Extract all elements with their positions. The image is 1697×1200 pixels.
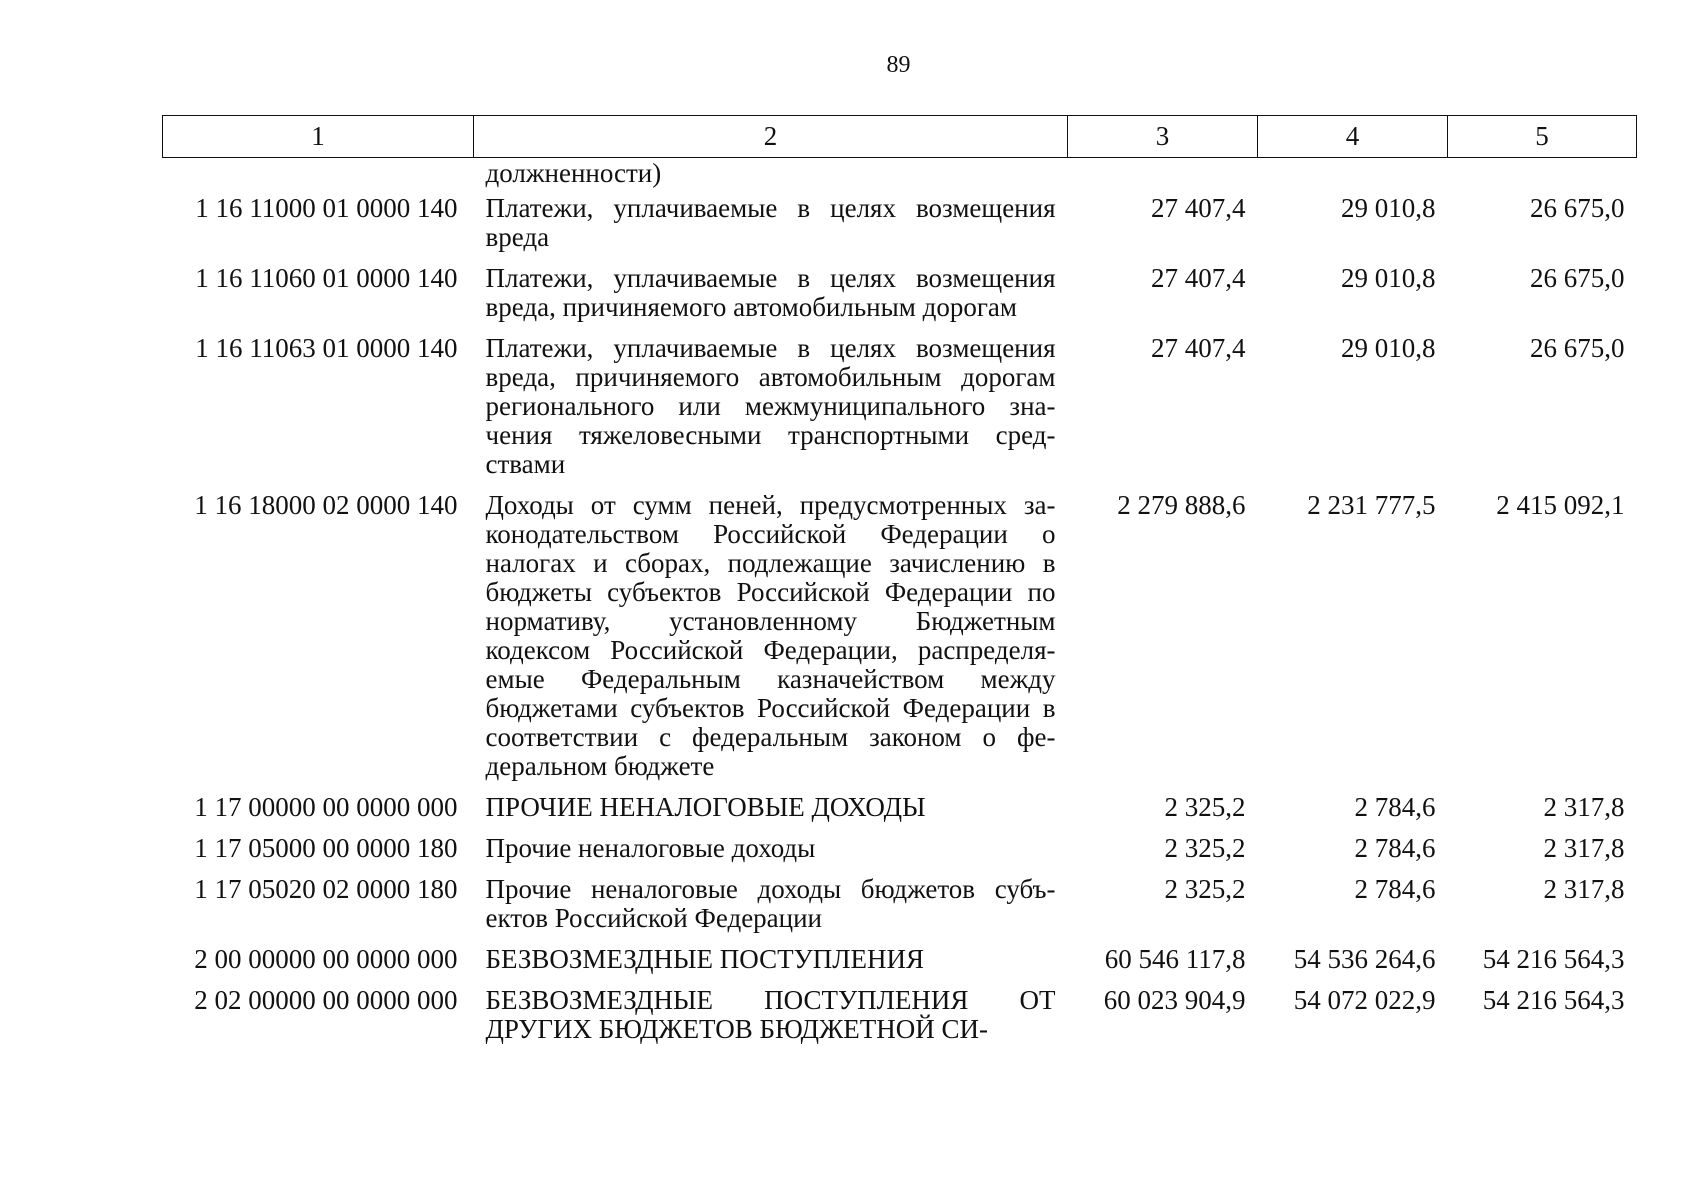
value-col-5: 54 216 564,3 — [1482, 985, 1625, 1015]
revenue-name: Доходы от сумм пеней, предусмотренных за-конодательством Российской Федерации о налогах и сборах, подлежащие зачислению в бюджеты субъектов Российской Федерации по нормативу, установленному Бюджетным кодексом Российской Федерации, распределя-емые Федеральным казначейством между бюджетами субъектов Российской Федерации в соответствии с федеральным законом о фе-деральном бюджете — [485, 490, 1056, 781]
continuation-text: должненности) — [485, 158, 662, 188]
budget-code: 1 16 11063 01 0000 140 — [195, 333, 458, 363]
budget-code: 2 00 00000 00 0000 000 — [194, 944, 458, 974]
budget-code: 2 02 00000 00 0000 000 — [194, 985, 458, 1015]
revenue-name: БЕЗВОЗМЕЗДНЫЕ ПОСТУПЛЕНИЯ ОТ ДРУГИХ БЮДЖЕТОВ БЮДЖЕТНОЙ СИ- — [485, 985, 1056, 1044]
value-col-4: 54 536 264,6 — [1293, 944, 1436, 974]
value-col-3: 27 407,4 — [1151, 263, 1246, 293]
budget-code: 1 17 05000 00 0000 180 — [194, 833, 458, 863]
column-header-5: 5 — [1448, 116, 1637, 158]
value-col-5: 2 317,8 — [1543, 874, 1625, 904]
value-col-4: 29 010,8 — [1341, 333, 1436, 363]
budget-code: 1 17 05020 02 0000 180 — [194, 874, 458, 904]
table-row — [163, 194, 1637, 264]
table-row — [163, 491, 1637, 793]
revenue-name: Платежи, уплачиваемые в целях возмещения вреда, причиняемого автомобильным дорогам — [485, 263, 1056, 322]
value-col-4: 2 784,6 — [1354, 874, 1436, 904]
page-number: 89 — [886, 52, 911, 78]
value-col-5: 26 675,0 — [1530, 263, 1625, 293]
value-col-4: 2 784,6 — [1354, 833, 1436, 863]
value-col-4: 2 784,6 — [1354, 792, 1436, 822]
column-number-header-row — [163, 116, 1637, 158]
budget-code: 1 16 18000 02 0000 140 — [194, 490, 458, 520]
value-col-4: 29 010,8 — [1341, 263, 1436, 293]
continuation-row — [163, 158, 1637, 195]
value-col-3: 2 325,2 — [1164, 874, 1246, 904]
budget-code: 1 16 11000 01 0000 140 — [195, 193, 458, 223]
column-header-4: 4 — [1258, 116, 1448, 158]
value-col-4: 2 231 777,5 — [1307, 490, 1436, 520]
table-row — [163, 875, 1637, 945]
value-col-5: 2 317,8 — [1543, 833, 1625, 863]
table-row — [163, 834, 1637, 875]
table-row — [163, 945, 1637, 986]
revenue-name: Платежи, уплачиваемые в целях возмещения вреда, причиняемого автомобильным дорогам регионального или межмуниципального зна-чения тяжеловесными транспортными сред-ствами — [485, 333, 1056, 479]
revenue-name: Прочие неналоговые доходы бюджетов субъ-ектов Российской Федерации — [485, 874, 1056, 933]
table-row — [163, 334, 1637, 491]
value-col-3: 2 325,2 — [1164, 792, 1246, 822]
value-col-3: 27 407,4 — [1151, 333, 1246, 363]
table-row — [163, 264, 1637, 334]
value-col-4: 29 010,8 — [1341, 193, 1436, 223]
table-row — [163, 986, 1637, 1056]
value-col-3: 2 279 888,6 — [1117, 490, 1246, 520]
revenue-name: Прочие неналоговые доходы — [485, 833, 816, 863]
value-col-5: 2 415 092,1 — [1496, 490, 1625, 520]
value-col-5: 26 675,0 — [1530, 333, 1625, 363]
budget-revenue-table — [162, 115, 1637, 1056]
column-header-3: 3 — [1068, 116, 1258, 158]
value-col-3: 27 407,4 — [1151, 193, 1246, 223]
budget-code: 1 17 00000 00 0000 000 — [194, 792, 458, 822]
value-col-3: 2 325,2 — [1164, 833, 1246, 863]
revenue-name: БЕЗВОЗМЕЗДНЫЕ ПОСТУПЛЕНИЯ — [485, 944, 925, 974]
column-header-2: 2 — [474, 116, 1068, 158]
revenue-name: ПРОЧИЕ НЕНАЛОГОВЫЕ ДОХОДЫ — [485, 792, 926, 822]
column-header-1: 1 — [163, 116, 474, 158]
value-col-4: 54 072 022,9 — [1293, 985, 1436, 1015]
value-col-3: 60 023 904,9 — [1103, 985, 1246, 1015]
table-row — [163, 793, 1637, 834]
value-col-5: 26 675,0 — [1530, 193, 1625, 223]
revenue-name: Платежи, уплачиваемые в целях возмещения вреда — [485, 193, 1056, 252]
value-col-3: 60 546 117,8 — [1104, 944, 1246, 974]
value-col-5: 54 216 564,3 — [1482, 944, 1625, 974]
value-col-5: 2 317,8 — [1543, 792, 1625, 822]
budget-code: 1 16 11060 01 0000 140 — [195, 263, 458, 293]
